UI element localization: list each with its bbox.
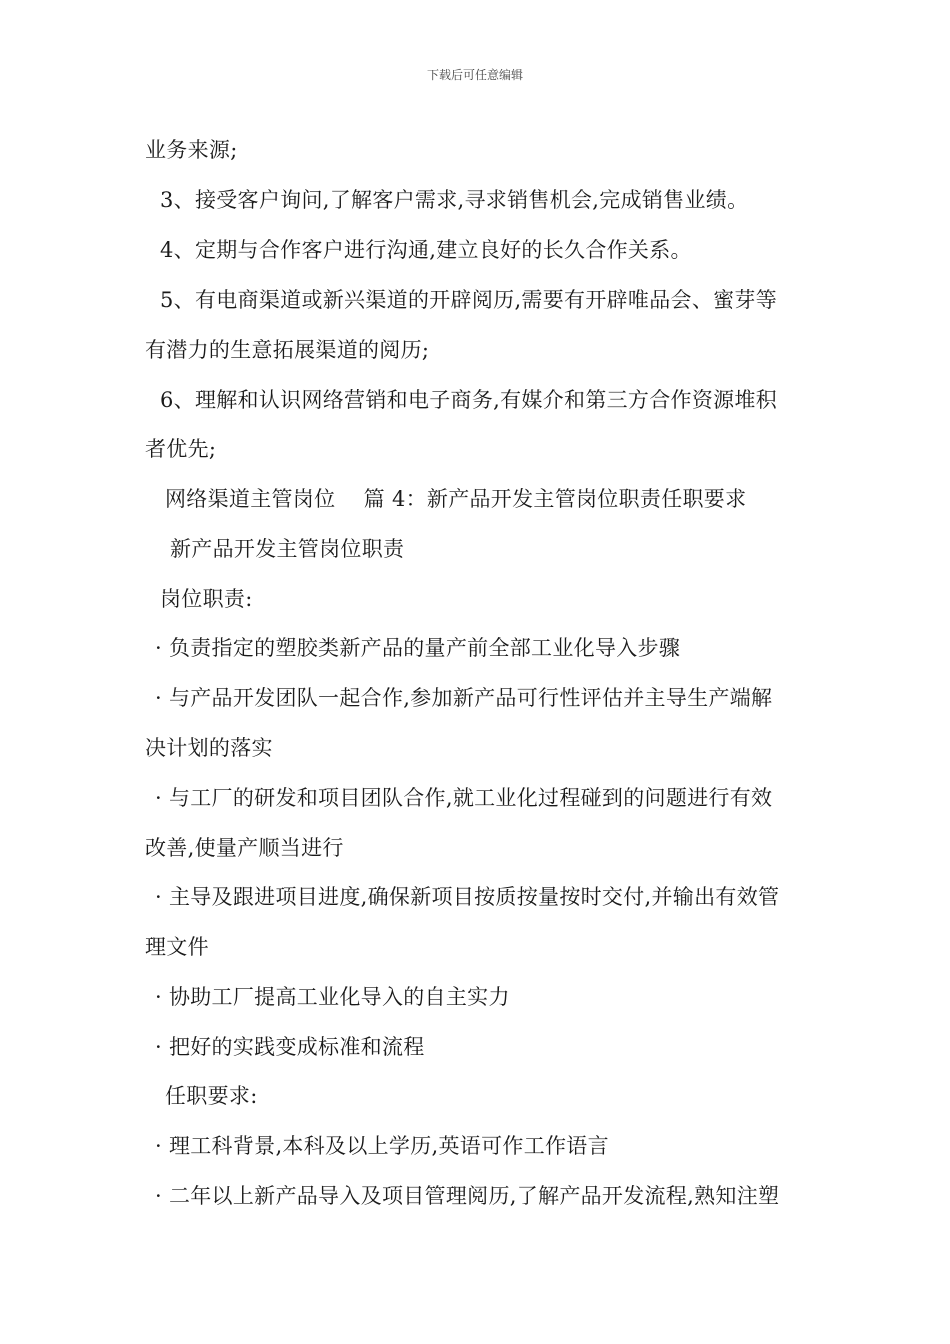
duty-item-cont: 决计划的落实 — [145, 736, 273, 760]
duty-item-cont: 理文件 — [145, 935, 209, 959]
heading-duties: 岗位职责: — [160, 587, 253, 611]
page-header: 下载后可任意编辑 — [426, 68, 523, 82]
text-line-item-5-cont: 有潜力的生意拓展渠道的阅历; — [145, 338, 430, 362]
duty-item: · 协助工厂提高工业化导入的自主实力 — [155, 985, 510, 1009]
subsection-title: 新产品开发主管岗位职责 — [170, 537, 405, 561]
text-line-item-4: 4、定期与合作客户进行沟通,建立良好的长久合作关系。 — [160, 238, 692, 262]
text-line-item-3: 3、接受客户询问,了解客户需求,寻求销售机会,完成销售业绩。 — [160, 188, 749, 212]
duty-item-cont: 改善,使量产顺当进行 — [145, 836, 344, 860]
duty-item: · 主导及跟进项目进度,确保新项目按质按量按时交付,并输出有效管 — [155, 885, 780, 909]
text-line-item-5: 5、有电商渠道或新兴渠道的开辟阅历,需要有开辟唯品会、蜜芽等 — [160, 288, 778, 312]
duty-item: · 负责指定的塑胶类新产品的量产前全部工业化导入步骤 — [155, 636, 681, 660]
text-line-item-6-cont: 者优先; — [145, 437, 217, 461]
duty-item: · 把好的实践变成标准和流程 — [155, 1035, 425, 1059]
section-title-part-4: 网络渠道主管岗位 篇 4：新产品开发主管岗位职责任职要求 — [165, 487, 747, 511]
requirement-item: · 理工科背景,本科及以上学历,英语可作工作语言 — [155, 1134, 609, 1158]
requirement-item: · 二年以上新产品导入及项目管理阅历,了解产品开发流程,熟知注塑 — [155, 1184, 780, 1208]
heading-requirements: 任职要求: — [165, 1084, 258, 1108]
text-line-business-source: 业务来源; — [145, 138, 238, 162]
text-line-item-6: 6、理解和认识网络营销和电子商务,有媒介和第三方合作资源堆积 — [160, 388, 778, 412]
duty-item: · 与工厂的研发和项目团队合作,就工业化过程碰到的问题进行有效 — [155, 786, 773, 810]
duty-item: · 与产品开发团队一起合作,参加新产品可行性评估并主导生产端解 — [155, 686, 773, 710]
